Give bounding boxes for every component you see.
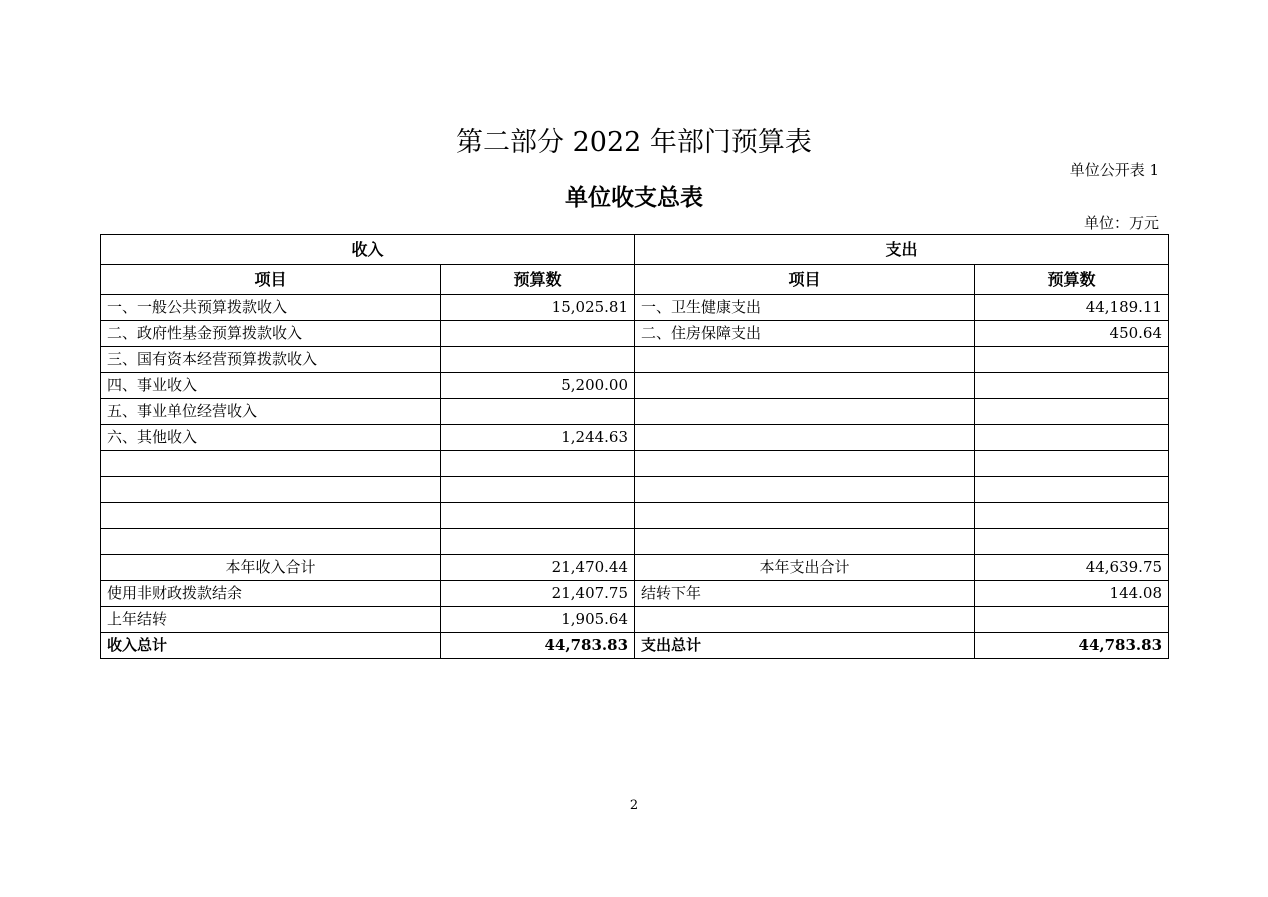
- expense-item: [635, 503, 975, 529]
- income-value: 5,200.00: [441, 373, 635, 399]
- expense-total-label: 支出总计: [635, 633, 975, 659]
- table-row: [101, 451, 1169, 477]
- income-item: [101, 477, 441, 503]
- expense-item-header: 项目: [635, 265, 975, 295]
- group-header-row: [101, 235, 1169, 265]
- income-group-header: 收入: [101, 235, 635, 265]
- expense-item: [635, 373, 975, 399]
- expense-value: [975, 347, 1169, 373]
- income-value: [441, 399, 635, 425]
- expense-value: [975, 399, 1169, 425]
- expense-value: [975, 477, 1169, 503]
- expense-item: [635, 477, 975, 503]
- form-number: 单位公开表 1: [1069, 161, 1159, 179]
- page-title: 第二部分 2022 年部门预算表: [456, 127, 812, 158]
- income-item: [101, 529, 441, 555]
- table-row: [101, 399, 1169, 425]
- table-row: [101, 373, 1169, 399]
- income-value: 1,905.64: [441, 607, 635, 633]
- income-value: [441, 347, 635, 373]
- expense-budget-header: 预算数: [975, 265, 1169, 295]
- income-value: [441, 451, 635, 477]
- expense-value: [975, 607, 1169, 633]
- income-item: 上年结转: [101, 607, 441, 633]
- expense-item: [635, 529, 975, 555]
- expense-value: [975, 503, 1169, 529]
- expense-group-header: 支出: [635, 235, 1169, 265]
- expense-value: 144.08: [975, 581, 1169, 607]
- subtotal-row: [101, 555, 1169, 581]
- income-value: [441, 529, 635, 555]
- income-total-value: 44,783.83: [441, 633, 635, 659]
- income-item: 五、事业单位经营收入: [101, 399, 441, 425]
- expense-item: 结转下年: [635, 581, 975, 607]
- expense-subtotal-label: 本年支出合计: [635, 555, 975, 581]
- income-budget-header: 预算数: [441, 265, 635, 295]
- expense-value: [975, 373, 1169, 399]
- unit-label: 单位：万元: [1083, 214, 1159, 232]
- expense-value: [975, 529, 1169, 555]
- income-item: 六、其他收入: [101, 425, 441, 451]
- table-row: [101, 503, 1169, 529]
- grand-total-row: [101, 633, 1169, 659]
- budget-table: [100, 234, 1169, 659]
- table-row: [101, 529, 1169, 555]
- income-value: 15,025.81: [441, 295, 635, 321]
- table-row: [101, 295, 1169, 321]
- expense-item: 二、住房保障支出: [635, 321, 975, 347]
- income-value: [441, 503, 635, 529]
- income-value: 1,244.63: [441, 425, 635, 451]
- expense-item: [635, 607, 975, 633]
- expense-value: [975, 451, 1169, 477]
- table-row: [101, 321, 1169, 347]
- expense-item: [635, 347, 975, 373]
- table-row: [101, 607, 1169, 633]
- expense-value: 44,189.11: [975, 295, 1169, 321]
- income-item: 一、一般公共预算拨款收入: [101, 295, 441, 321]
- table-title: 单位收支总表: [565, 184, 703, 211]
- income-value: 21,407.75: [441, 581, 635, 607]
- income-value: [441, 321, 635, 347]
- column-header-row: [101, 265, 1169, 295]
- income-subtotal-value: 21,470.44: [441, 555, 635, 581]
- expense-item: [635, 451, 975, 477]
- income-item: [101, 451, 441, 477]
- expense-total-value: 44,783.83: [975, 633, 1169, 659]
- expense-value: 450.64: [975, 321, 1169, 347]
- expense-item: [635, 399, 975, 425]
- income-item: 四、事业收入: [101, 373, 441, 399]
- income-item: 三、国有资本经营预算拨款收入: [101, 347, 441, 373]
- income-value: [441, 477, 635, 503]
- income-total-label: 收入总计: [101, 633, 441, 659]
- income-item: [101, 503, 441, 529]
- table-row: [101, 425, 1169, 451]
- table-row: [101, 477, 1169, 503]
- expense-value: [975, 425, 1169, 451]
- expense-item: [635, 425, 975, 451]
- income-item-header: 项目: [101, 265, 441, 295]
- page-number: 2: [629, 798, 639, 813]
- expense-subtotal-value: 44,639.75: [975, 555, 1169, 581]
- table-row: [101, 581, 1169, 607]
- table-row: [101, 347, 1169, 373]
- income-item: 使用非财政拨款结余: [101, 581, 441, 607]
- income-subtotal-label: 本年收入合计: [101, 555, 441, 581]
- expense-item: 一、卫生健康支出: [635, 295, 975, 321]
- income-item: 二、政府性基金预算拨款收入: [101, 321, 441, 347]
